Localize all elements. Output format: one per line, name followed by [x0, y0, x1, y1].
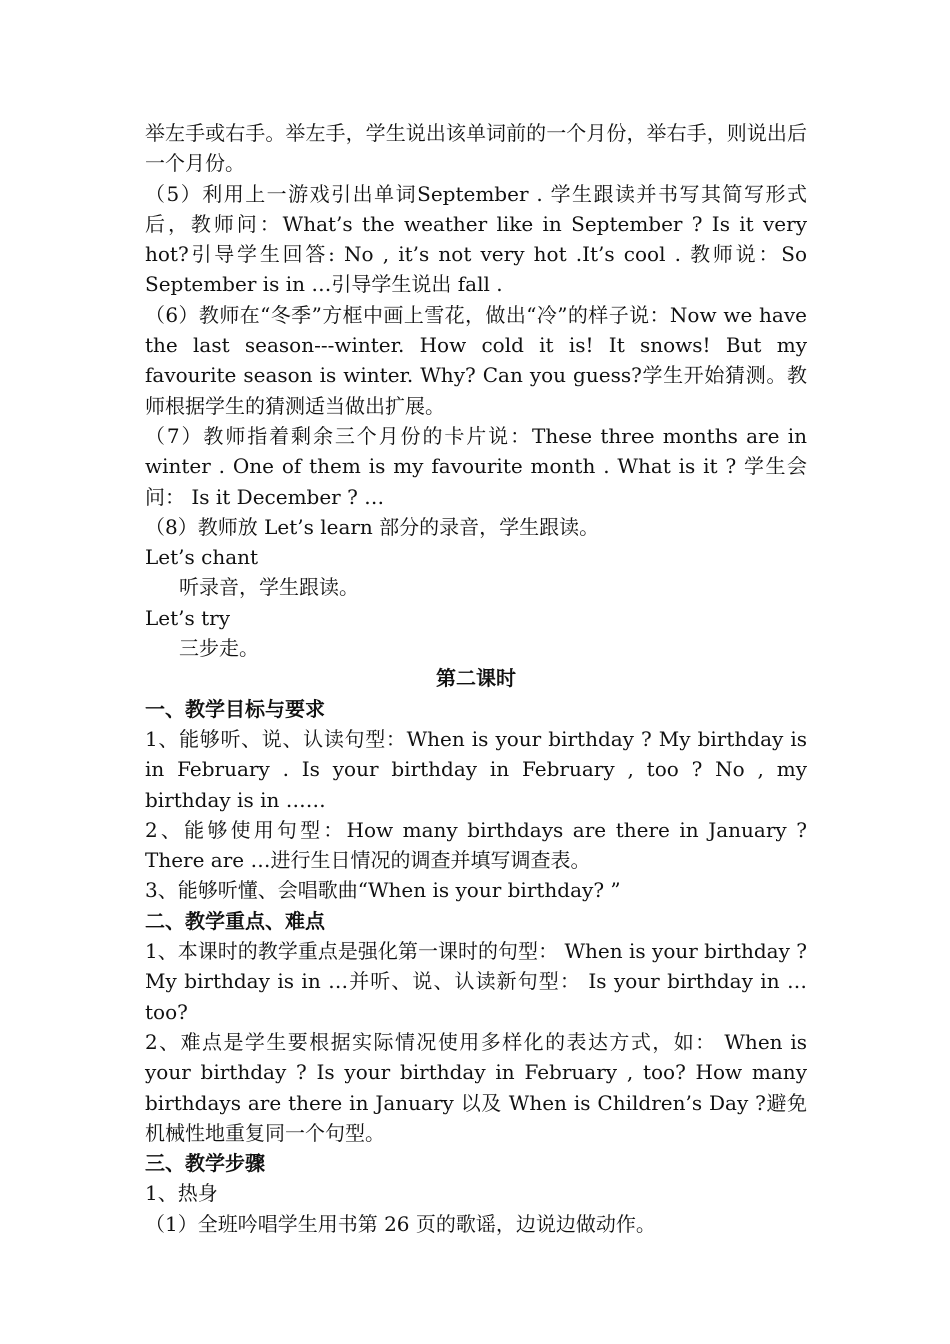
paragraph-try-instruction: 三步走。: [179, 636, 259, 661]
paragraph-key-point-1: 1、本课时的教学重点是强化第一课时的句型： When is your birthday ? My birthday is in …并听、说、认读新句型： Is your birthday in …too?: [145, 939, 807, 1024]
section-title-lesson-2: 第二课时: [436, 666, 516, 691]
paragraph-key-point-2: 2、难点是学生要根据实际情况使用多样化的表达方式，如： When is your birthday ? Is your birthday in February , too? How many birthdays are there in January 以及 When is Children’s Day ?避免机械性地重复同一个句型。: [145, 1029, 807, 1145]
paragraph-step-7: （7）教师指着剩余三个月份的卡片说：These three months are in winter . One of them is my favourite month . What is it ? 学生会问： Is it December ? …: [145, 423, 807, 509]
paragraph-step-5: （5）利用上一游戏引出单词September . 学生跟读并书写其简写形式后，教师问：What’s the weather like in September ? Is it very hot?引导学生回答: No , it’s not very hot .It’s cool . 教师说：So September is in …引导学生说出 fall .: [145, 181, 807, 297]
document-page: [145, 118, 807, 1239]
paragraph-warmup: 1、热身: [145, 1181, 218, 1206]
paragraph-warmup-1: （1）全班吟唱学生用书第 26 页的歌谣，边说边做动作。: [145, 1211, 656, 1236]
paragraph-goal-2: 2、能够使用句型：How many birthdays are there in January ? There are …进行生日情况的调查并填写调查表。: [145, 817, 807, 873]
heading-goals: 一、教学目标与要求: [145, 696, 325, 721]
paragraph-goal-3: 3、能够听懂、会唱歌曲“When is your birthday? ”: [145, 878, 621, 903]
paragraph-step-8: （8）教师放 Let’s learn 部分的录音，学生跟读。: [145, 514, 600, 539]
heading-steps: 三、教学步骤: [145, 1151, 265, 1176]
heading-lets-try: Let’s try: [145, 605, 231, 630]
paragraph-goal-1: 1、能够听、说、认读句型：When is your birthday ? My birthday is in February . Is your birthday in February , too ? No , my birthday is in ……: [145, 726, 807, 812]
paragraph-game-continuation: 举左手或右手。举左手，学生说出该单词前的一个月份，举右手，则说出后一个月份。: [145, 121, 807, 176]
paragraph-chant-instruction: 听录音，学生跟读。: [179, 575, 359, 600]
paragraph-step-6: （6）教师在“冬季”方框中画上雪花，做出“冷”的样子说：Now we have the last season---winter. How cold it is! It snows! But my favourite season is winter. Why? Can you guess?学生开始猜测。教师根据学生的猜测适当做出扩展。: [145, 302, 807, 418]
heading-key-points: 二、教学重点、难点: [145, 908, 325, 933]
heading-lets-chant: Let’s chant: [145, 545, 259, 570]
